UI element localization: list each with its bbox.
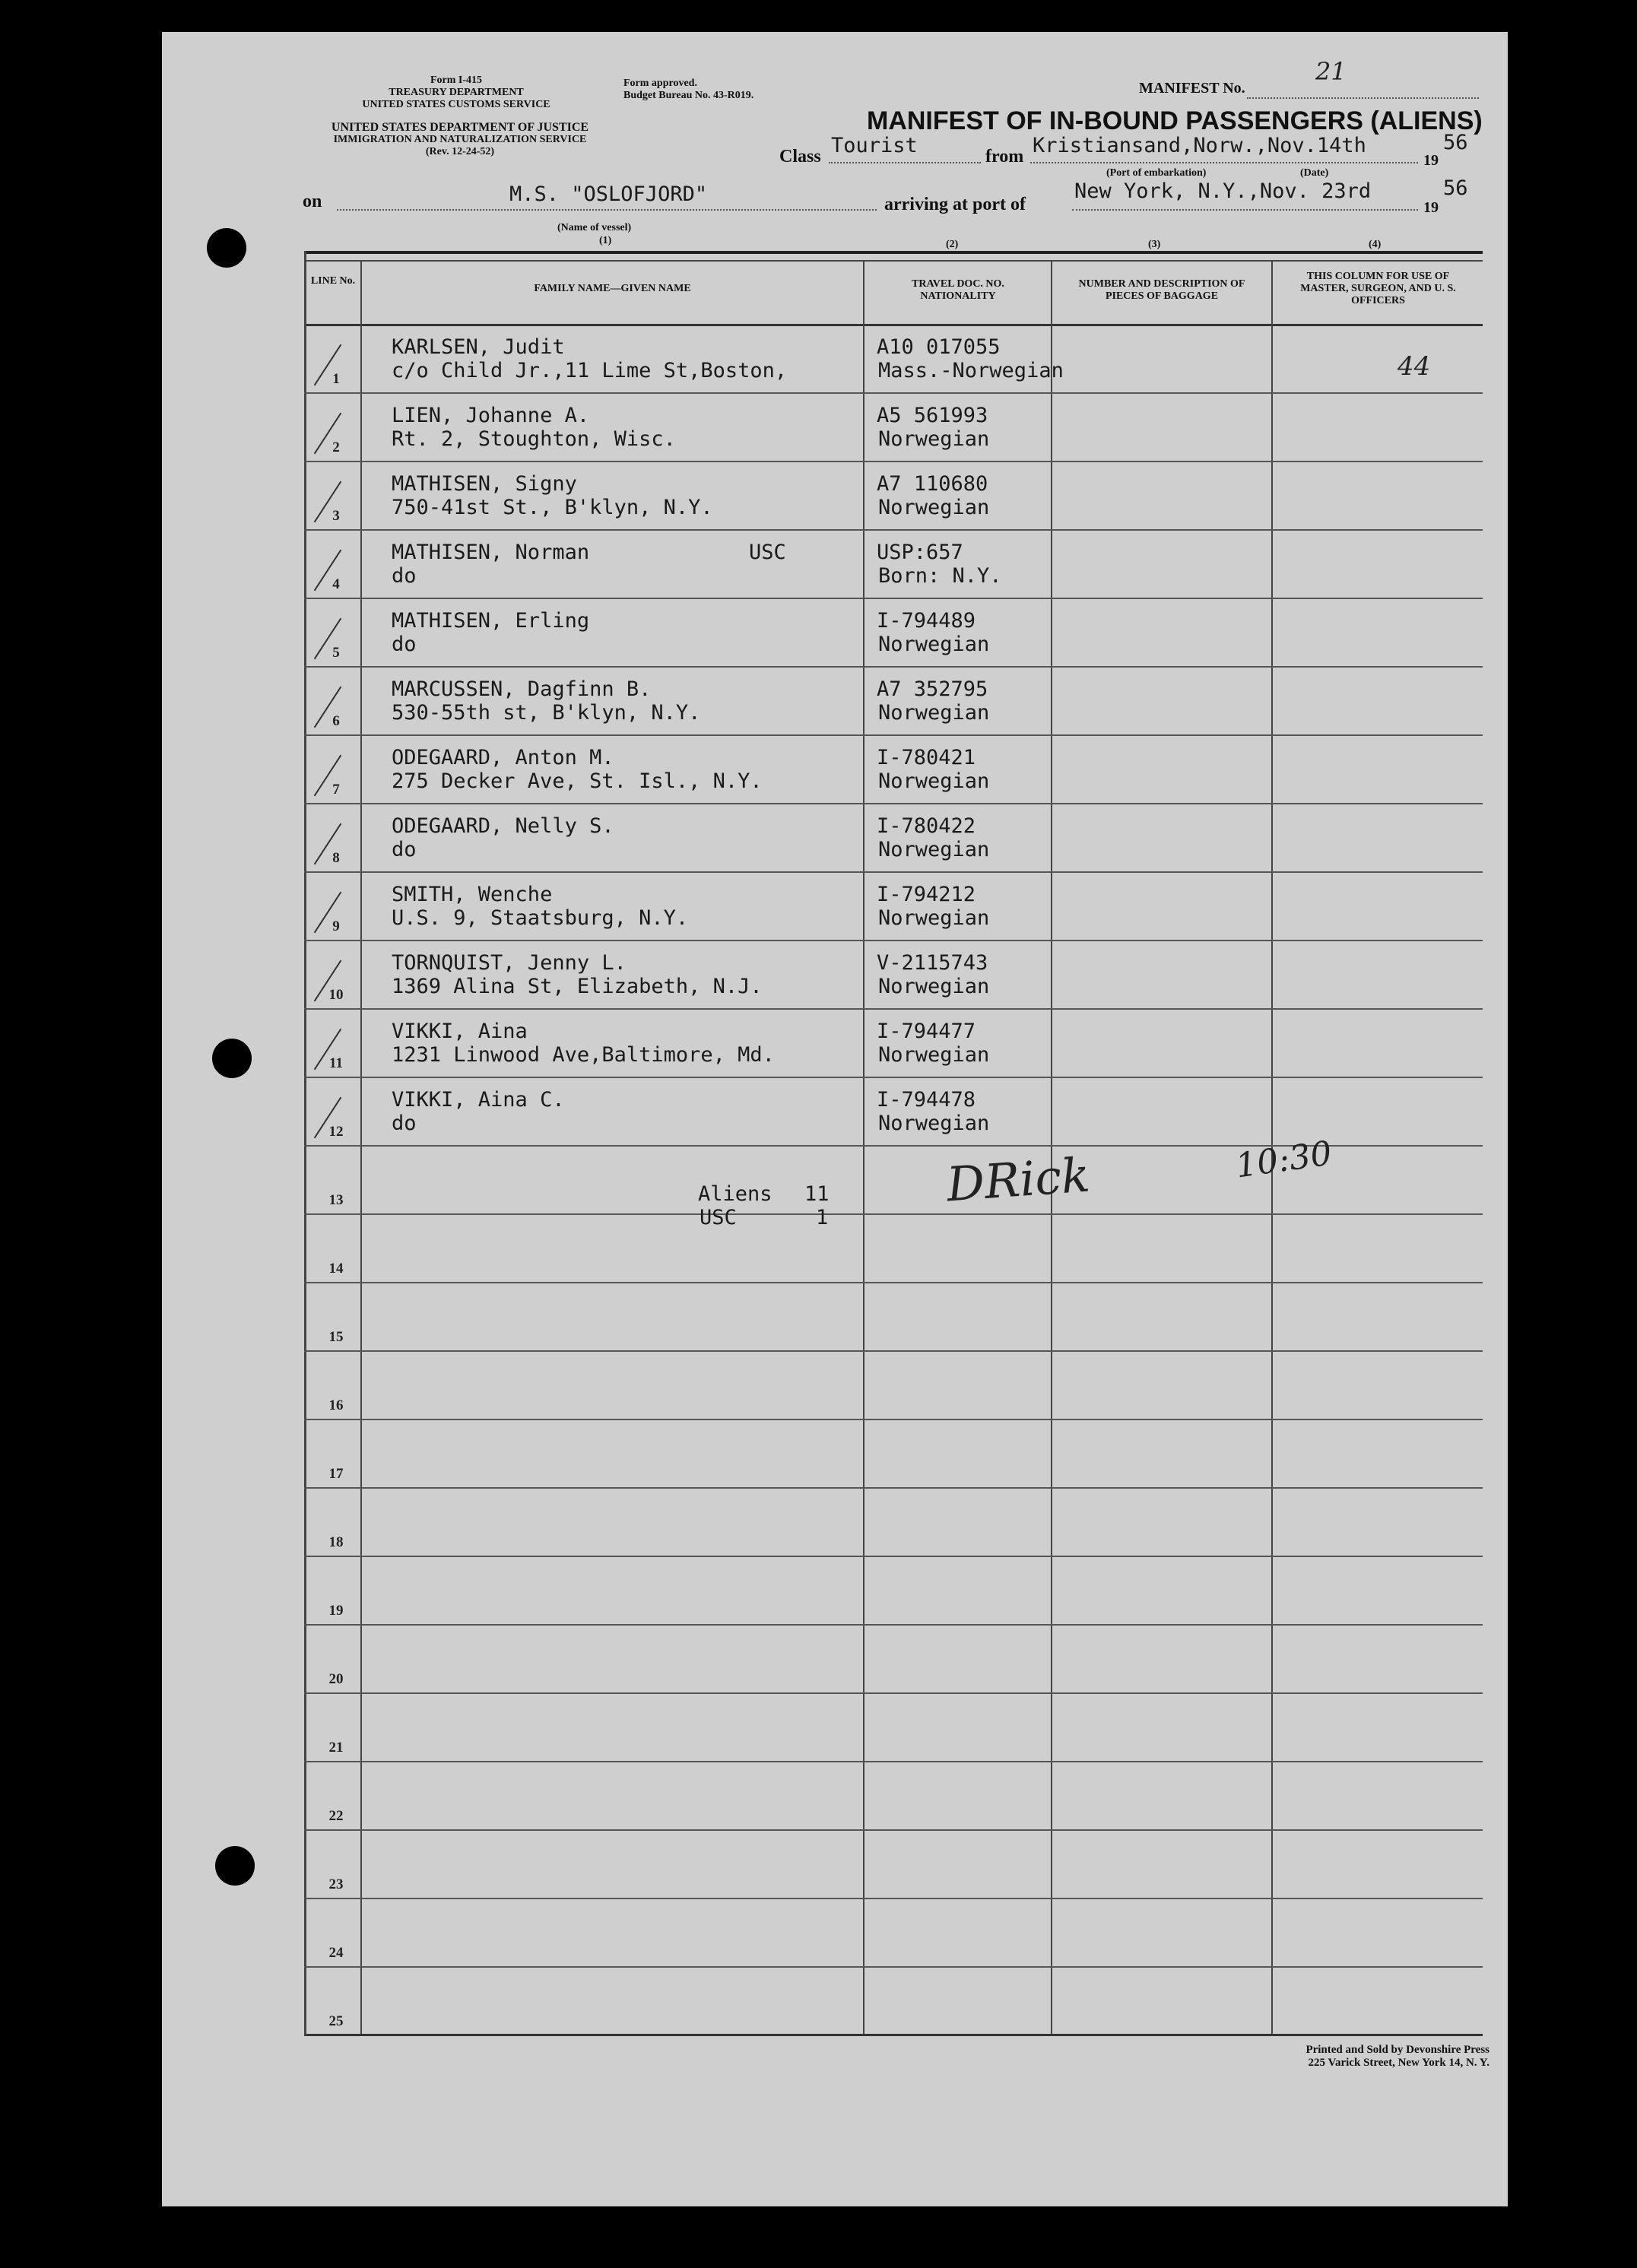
col-2-num-top: (2) — [946, 239, 959, 250]
travel-doc-no: A7 352795 — [877, 677, 988, 701]
budget-info: Form approved. Budget Bureau No. 43-R019. — [623, 78, 754, 101]
line-number: 16 — [328, 1397, 344, 1413]
passenger-name: MATHISEN, Erling — [392, 609, 590, 633]
row-rule — [304, 666, 1483, 668]
on-label: on — [303, 192, 322, 211]
passenger-name: SMITH, Wenche — [392, 883, 553, 906]
row-rule — [304, 1487, 1483, 1489]
manifest-page — [162, 32, 1508, 2206]
row-rule — [304, 1213, 1483, 1215]
line-number: 6 — [332, 713, 340, 729]
travel-doc-no: I-794212 — [877, 883, 976, 906]
row-rule — [304, 734, 1483, 736]
punch-hole — [215, 1846, 255, 1886]
travel-doc-no: V-2115743 — [877, 951, 988, 975]
vessel-name: M.S. "OSLOFJORD" — [509, 182, 708, 206]
travel-doc-no: USP:657 — [877, 541, 963, 564]
arrival-line — [1072, 209, 1418, 211]
row-rule — [304, 1898, 1483, 1899]
usc-label: USC — [700, 1206, 737, 1229]
passenger-address: do — [392, 1112, 417, 1135]
passenger-address: 530-55th st, B'klyn, N.Y. — [392, 701, 701, 725]
arrival-value: New York, N.Y.,Nov. 23rd — [1074, 179, 1372, 203]
embarkation-caption: (Port of embarkation) — [1106, 167, 1207, 179]
manifest-no-label: MANIFEST No. — [1139, 80, 1245, 97]
line-number: 10 — [328, 987, 344, 1003]
row-rule — [304, 871, 1483, 873]
punch-hole — [207, 228, 246, 268]
vessel-caption: (Name of vessel) — [557, 222, 632, 233]
inspection-time: 10:30 — [1233, 1134, 1334, 1186]
passenger-address: 750-41st St., B'klyn, N.Y. — [392, 496, 713, 519]
class-line — [829, 162, 981, 163]
aliens-label: Aliens — [698, 1182, 772, 1206]
date-caption: (Date) — [1300, 167, 1329, 179]
nationality: Norwegian — [878, 838, 990, 861]
line-number: 2 — [332, 439, 340, 455]
officer-note: 44 — [1397, 351, 1431, 382]
year-1: 56 — [1443, 131, 1468, 154]
row-rule — [304, 1077, 1483, 1078]
line-number: 20 — [328, 1671, 344, 1687]
passenger-address: 1231 Linwood Ave,Baltimore, Md. — [392, 1043, 775, 1067]
year-prefix-2: 19 — [1423, 199, 1439, 216]
passenger-name: MATHISEN, Signy — [392, 472, 577, 496]
row-rule — [304, 1350, 1483, 1352]
line-number: 8 — [332, 850, 340, 866]
from-label: from — [985, 147, 1024, 167]
year-2: 56 — [1443, 176, 1468, 200]
col-doc-divider — [1051, 260, 1052, 2034]
nationality: Mass.-Norwegian — [878, 359, 1064, 382]
aliens-count: 11 — [804, 1182, 830, 1206]
travel-doc-no: I-780422 — [877, 814, 976, 838]
travel-doc-no: I-780421 — [877, 746, 976, 769]
nationality: Born: N.Y. — [878, 564, 1002, 588]
line-number: 12 — [328, 1124, 344, 1140]
passenger-name: TORNQUIST, Jenny L. — [392, 951, 627, 975]
row-rule — [304, 1829, 1483, 1831]
passenger-name: KARLSEN, Judit — [392, 335, 565, 359]
nationality: Norwegian — [878, 633, 990, 656]
line-number: 7 — [332, 782, 340, 798]
passenger-address: c/o Child Jr.,11 Lime St,Boston, — [392, 359, 788, 382]
col-baggage-header: NUMBER AND DESCRIPTION OF PIECES OF BAGGAGE — [1078, 278, 1245, 302]
line-number: 17 — [328, 1466, 344, 1482]
line-number: 3 — [332, 508, 340, 524]
table-left-border — [304, 251, 306, 2035]
row-rule — [304, 598, 1483, 599]
passenger-name: ODEGAARD, Nelly S. — [392, 814, 614, 838]
passenger-name: MARCUSSEN, Dagfinn B. — [392, 677, 652, 701]
row-rule — [304, 1624, 1483, 1626]
punch-hole — [212, 1039, 252, 1078]
col-3-num-top: (3) — [1148, 239, 1161, 250]
line-number: 14 — [328, 1261, 344, 1277]
printer-info: Printed and Sold by Devonshire Press 225 Varick Street, New York 14, N. Y. — [1305, 2044, 1489, 2069]
line-number: 5 — [332, 645, 340, 661]
passenger-address: 1369 Alina St, Elizabeth, N.J. — [392, 975, 763, 998]
line-number: 13 — [328, 1192, 344, 1208]
col-doc-header: TRAVEL DOC. NO. NATIONALITY — [912, 278, 1004, 302]
table-top-rule-2 — [304, 260, 1483, 262]
row-rule — [304, 1556, 1483, 1557]
row-rule — [304, 1761, 1483, 1762]
line-number: 9 — [332, 918, 340, 934]
ins-info: UNITED STATES DEPARTMENT OF JUSTICE IMMIGRATION AND NATURALIZATION SERVICE (Rev. 12-24-52) — [331, 121, 589, 157]
table-bottom-rule — [304, 2034, 1483, 2036]
passenger-address: do — [392, 838, 417, 861]
from-value: Kristiansand,Norw.,Nov.14th — [1033, 134, 1366, 157]
nationality: Norwegian — [878, 1043, 990, 1067]
year-prefix: 19 — [1423, 152, 1439, 169]
row-rule — [304, 1966, 1483, 1968]
col-officers-header: THIS COLUMN FOR USE OF MASTER, SURGEON, AND U. S. OFFICERS — [1300, 271, 1456, 306]
nationality: Norwegian — [878, 427, 990, 451]
travel-doc-no: A7 110680 — [877, 472, 988, 496]
inspector-signature: DRick — [944, 1147, 1092, 1213]
usc-count: 1 — [816, 1206, 829, 1229]
passenger-address: U.S. 9, Staatsburg, N.Y. — [392, 906, 689, 930]
page-title: MANIFEST OF IN-BOUND PASSENGERS (ALIENS) — [867, 106, 1483, 135]
class-value: Tourist — [831, 134, 918, 157]
line-number: 25 — [328, 2013, 344, 2029]
passenger-address: do — [392, 564, 417, 588]
header-bottom-rule — [304, 324, 1483, 326]
passenger-address: 275 Decker Ave, St. Isl., N.Y. — [392, 769, 763, 793]
row-rule — [304, 392, 1483, 394]
row-rule — [304, 1282, 1483, 1283]
line-number: 1 — [332, 371, 340, 387]
col-1-num-top: (1) — [599, 235, 612, 246]
line-number: 15 — [328, 1329, 344, 1345]
row-rule — [304, 1692, 1483, 1694]
manifest-no-line — [1247, 97, 1479, 99]
line-number: 22 — [328, 1808, 344, 1824]
line-number: 23 — [328, 1876, 344, 1892]
col-name-divider — [863, 260, 865, 2034]
row-rule — [304, 1419, 1483, 1420]
passenger-address: Rt. 2, Stoughton, Wisc. — [392, 427, 676, 451]
travel-doc-no: A5 561993 — [877, 404, 988, 427]
line-number: 21 — [328, 1740, 344, 1756]
line-number: 11 — [329, 1055, 343, 1071]
col-name-header: FAMILY NAME—GIVEN NAME — [534, 283, 691, 294]
form-info: Form I-415 TREASURY DEPARTMENT UNITED STATES CUSTOMS SERVICE — [362, 75, 550, 110]
nationality: Norwegian — [878, 906, 990, 930]
col-4-num-top: (4) — [1369, 239, 1382, 250]
row-rule — [304, 1008, 1483, 1010]
travel-doc-no: A10 017055 — [877, 335, 1001, 359]
passenger-name: VIKKI, Aina — [392, 1020, 528, 1043]
passenger-name: ODEGAARD, Anton M. — [392, 746, 614, 769]
row-rule — [304, 803, 1483, 804]
line-number: 18 — [328, 1534, 344, 1550]
nationality: Norwegian — [878, 769, 990, 793]
travel-doc-no: I-794477 — [877, 1020, 976, 1043]
passenger-name: LIEN, Johanne A. — [392, 404, 590, 427]
nationality: Norwegian — [878, 496, 990, 519]
class-label: Class — [779, 147, 821, 167]
row-rule — [304, 529, 1483, 531]
nationality: Norwegian — [878, 701, 990, 725]
line-no-divider — [360, 260, 362, 2034]
from-line — [1030, 162, 1418, 163]
line-number: 19 — [328, 1603, 344, 1619]
manifest-no: 21 — [1315, 57, 1347, 86]
line-number: 24 — [328, 1945, 344, 1961]
row-rule — [304, 461, 1483, 462]
col-line-no-header: LINE No. — [310, 275, 356, 287]
passenger-name: VIKKI, Aina C. — [392, 1088, 565, 1112]
nationality: Norwegian — [878, 1112, 990, 1135]
passenger-address: do — [392, 633, 417, 656]
travel-doc-no: I-794478 — [877, 1088, 976, 1112]
table-top-rule — [304, 251, 1483, 254]
travel-doc-no: I-794489 — [877, 609, 976, 633]
row-rule — [304, 940, 1483, 941]
nationality: Norwegian — [878, 975, 990, 998]
arriving-label: arriving at port of — [884, 195, 1026, 214]
citizenship-note: USC — [749, 541, 786, 564]
passenger-name: MATHISEN, Norman — [392, 541, 590, 564]
line-number: 4 — [332, 576, 340, 592]
vessel-line — [337, 209, 877, 211]
